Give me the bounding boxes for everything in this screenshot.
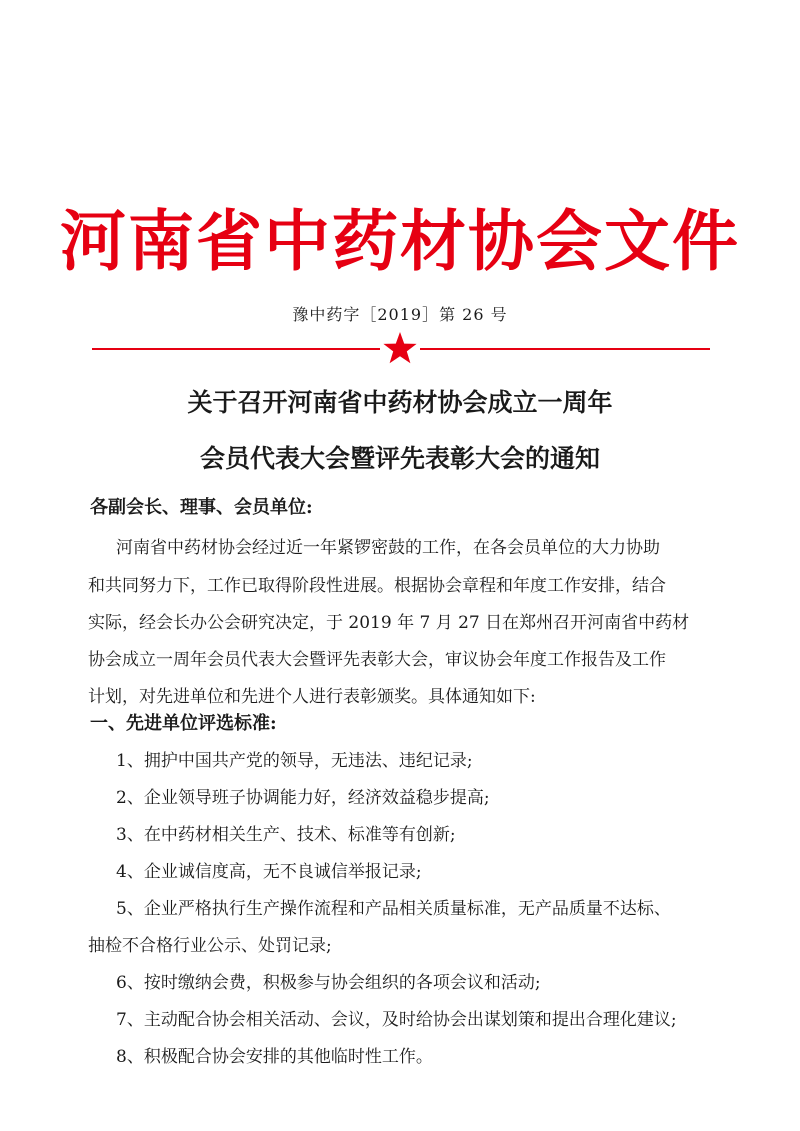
red-divider-right — [420, 348, 710, 350]
criteria-item: 6、按时缴纳会费，积极参与协会组织的各项会议和活动; — [116, 973, 541, 993]
criteria-item: 7、主动配合协会相关活动、会议，及时给协会出谋划策和提出合理化建议; — [116, 1010, 677, 1030]
star-icon — [382, 331, 418, 365]
intro-line: 河南省中药材协会经过近一年紧锣密鼓的工作，在各会员单位的大力协助 — [116, 538, 660, 558]
salutation: 各副会长、理事、会员单位: — [90, 497, 313, 518]
criteria-item: 8、积极配合协会安排的其他临时性工作。 — [116, 1047, 433, 1067]
intro-line: 实际，经会长办公会研究决定，于 2019 年 7 月 27 日在郑州召开河南省中药材 — [88, 613, 690, 633]
organization-title: 河南省中药材协会文件 — [60, 203, 740, 280]
intro-line: 计划，对先进单位和先进个人进行表彰颁奖。具体通知如下: — [88, 687, 536, 707]
criteria-item: 4、企业诚信度高，无不良诚信举报记录; — [116, 862, 422, 882]
intro-line: 和共同努力下，工作已取得阶段性进展。根据协会章程和年度工作安排，结合 — [88, 576, 666, 596]
section-heading: 一、先进单位评选标准: — [90, 713, 277, 734]
criteria-item-continuation: 抽检不合格行业公示、处罚记录; — [88, 936, 332, 956]
criteria-item: 2、企业领导班子协调能力好，经济效益稳步提高; — [116, 788, 490, 808]
notice-title-line-2: 会员代表大会暨评先表彰大会的通知 — [199, 444, 600, 473]
criteria-item: 1、拥护中国共产党的领导，无违法、违纪记录; — [116, 751, 473, 771]
criteria-item: 5、企业严格执行生产操作流程和产品相关质量标准，无产品质量不达标、 — [116, 899, 671, 919]
criteria-item: 3、在中药材相关生产、技术、标准等有创新; — [116, 825, 456, 845]
red-divider-left — [92, 348, 380, 350]
notice-title-line-1: 关于召开河南省中药材协会成立一周年 — [187, 388, 613, 417]
document-number: 豫中药字［2019］第 26 号 — [292, 305, 508, 324]
intro-line: 协会成立一周年会员代表大会暨评先表彰大会，审议协会年度工作报告及工作 — [88, 650, 666, 670]
